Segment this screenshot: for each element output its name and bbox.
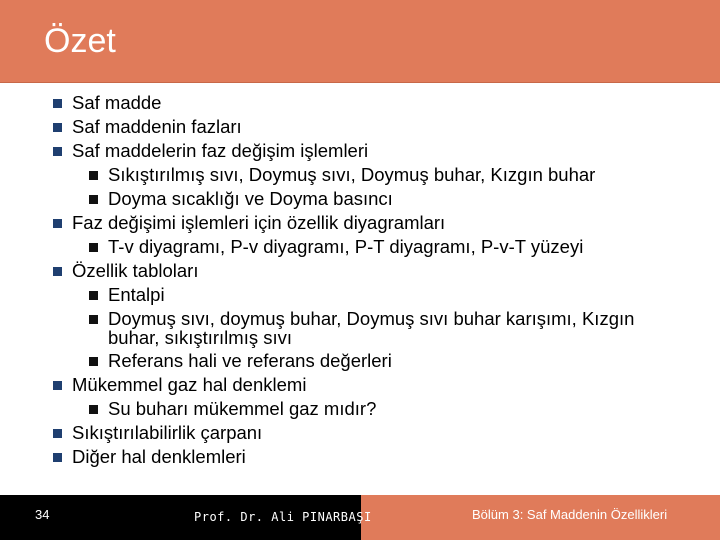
list-item-text: Saf maddenin fazları bbox=[72, 116, 242, 137]
list-item bbox=[0, 212, 720, 236]
list-item bbox=[0, 140, 720, 164]
sub-list-item bbox=[0, 308, 720, 352]
sub-list-item bbox=[0, 164, 720, 188]
list-item bbox=[0, 422, 720, 446]
page-number: 34 bbox=[35, 507, 50, 522]
list-item-text: Saf madde bbox=[72, 92, 162, 113]
list-item-text: Özellik tabloları bbox=[72, 260, 199, 281]
square-bullet-icon bbox=[53, 429, 62, 438]
list-item bbox=[0, 116, 720, 140]
square-bullet-icon bbox=[89, 243, 98, 252]
author-name: Prof. Dr. Ali PINARBAŞI bbox=[194, 510, 372, 524]
sub-list-item bbox=[0, 284, 720, 308]
sub-list-item-text: Referans hali ve referans değerleri bbox=[108, 350, 392, 371]
square-bullet-icon bbox=[53, 267, 62, 276]
list-item-text: Saf maddelerin faz değişim işlemleri bbox=[72, 140, 369, 161]
square-bullet-icon bbox=[53, 123, 62, 132]
list-item-text: Mükemmel gaz hal denklemi bbox=[72, 374, 307, 395]
list-item bbox=[0, 446, 720, 470]
square-bullet-icon bbox=[53, 219, 62, 228]
list-item bbox=[0, 260, 720, 284]
sub-list-item-text: Sıkıştırılmış sıvı, Doymuş sıvı, Doymuş buhar, Kızgın buhar bbox=[108, 164, 596, 185]
square-bullet-icon bbox=[53, 453, 62, 462]
list-item-text: Diğer hal denklemleri bbox=[72, 446, 246, 467]
slide-title: Özet bbox=[44, 22, 116, 60]
chapter-title: Bölüm 3: Saf Maddenin Özellikleri bbox=[472, 507, 668, 522]
sub-list-item-continuation: buhar, sıkıştırılmış sıvı bbox=[108, 327, 293, 348]
list-item bbox=[0, 374, 720, 398]
sub-list-item-text: Doyma sıcaklığı ve Doyma basıncı bbox=[108, 188, 393, 209]
sub-list-item-text: Su buharı mükemmel gaz mıdır? bbox=[108, 398, 377, 419]
sub-list-item-text: Doymuş sıvı, doymuş buhar, Doymuş sıvı buhar karışımı, Kızgın bbox=[108, 308, 635, 329]
list-item-text: Faz değişimi işlemleri için özellik diyagramları bbox=[72, 212, 446, 233]
square-bullet-icon bbox=[89, 195, 98, 204]
sub-list-item bbox=[0, 236, 720, 260]
sub-list-item bbox=[0, 398, 720, 422]
square-bullet-icon bbox=[89, 315, 98, 324]
sub-list-item-text: T-v diyagramı, P-v diyagramı, P-T diyagramı, P-v-T yüzeyi bbox=[108, 236, 584, 257]
square-bullet-icon bbox=[89, 357, 98, 366]
square-bullet-icon bbox=[53, 381, 62, 390]
title-bar bbox=[0, 0, 720, 83]
sub-list-item bbox=[0, 350, 720, 374]
square-bullet-icon bbox=[89, 171, 98, 180]
list-item bbox=[0, 92, 720, 116]
square-bullet-icon bbox=[89, 405, 98, 414]
square-bullet-icon bbox=[53, 99, 62, 108]
square-bullet-icon bbox=[53, 147, 62, 156]
square-bullet-icon bbox=[89, 291, 98, 300]
list-item-text: Sıkıştırılabilirlik çarpanı bbox=[72, 422, 263, 443]
sub-list-item bbox=[0, 188, 720, 212]
sub-list-item-text: Entalpi bbox=[108, 284, 165, 305]
